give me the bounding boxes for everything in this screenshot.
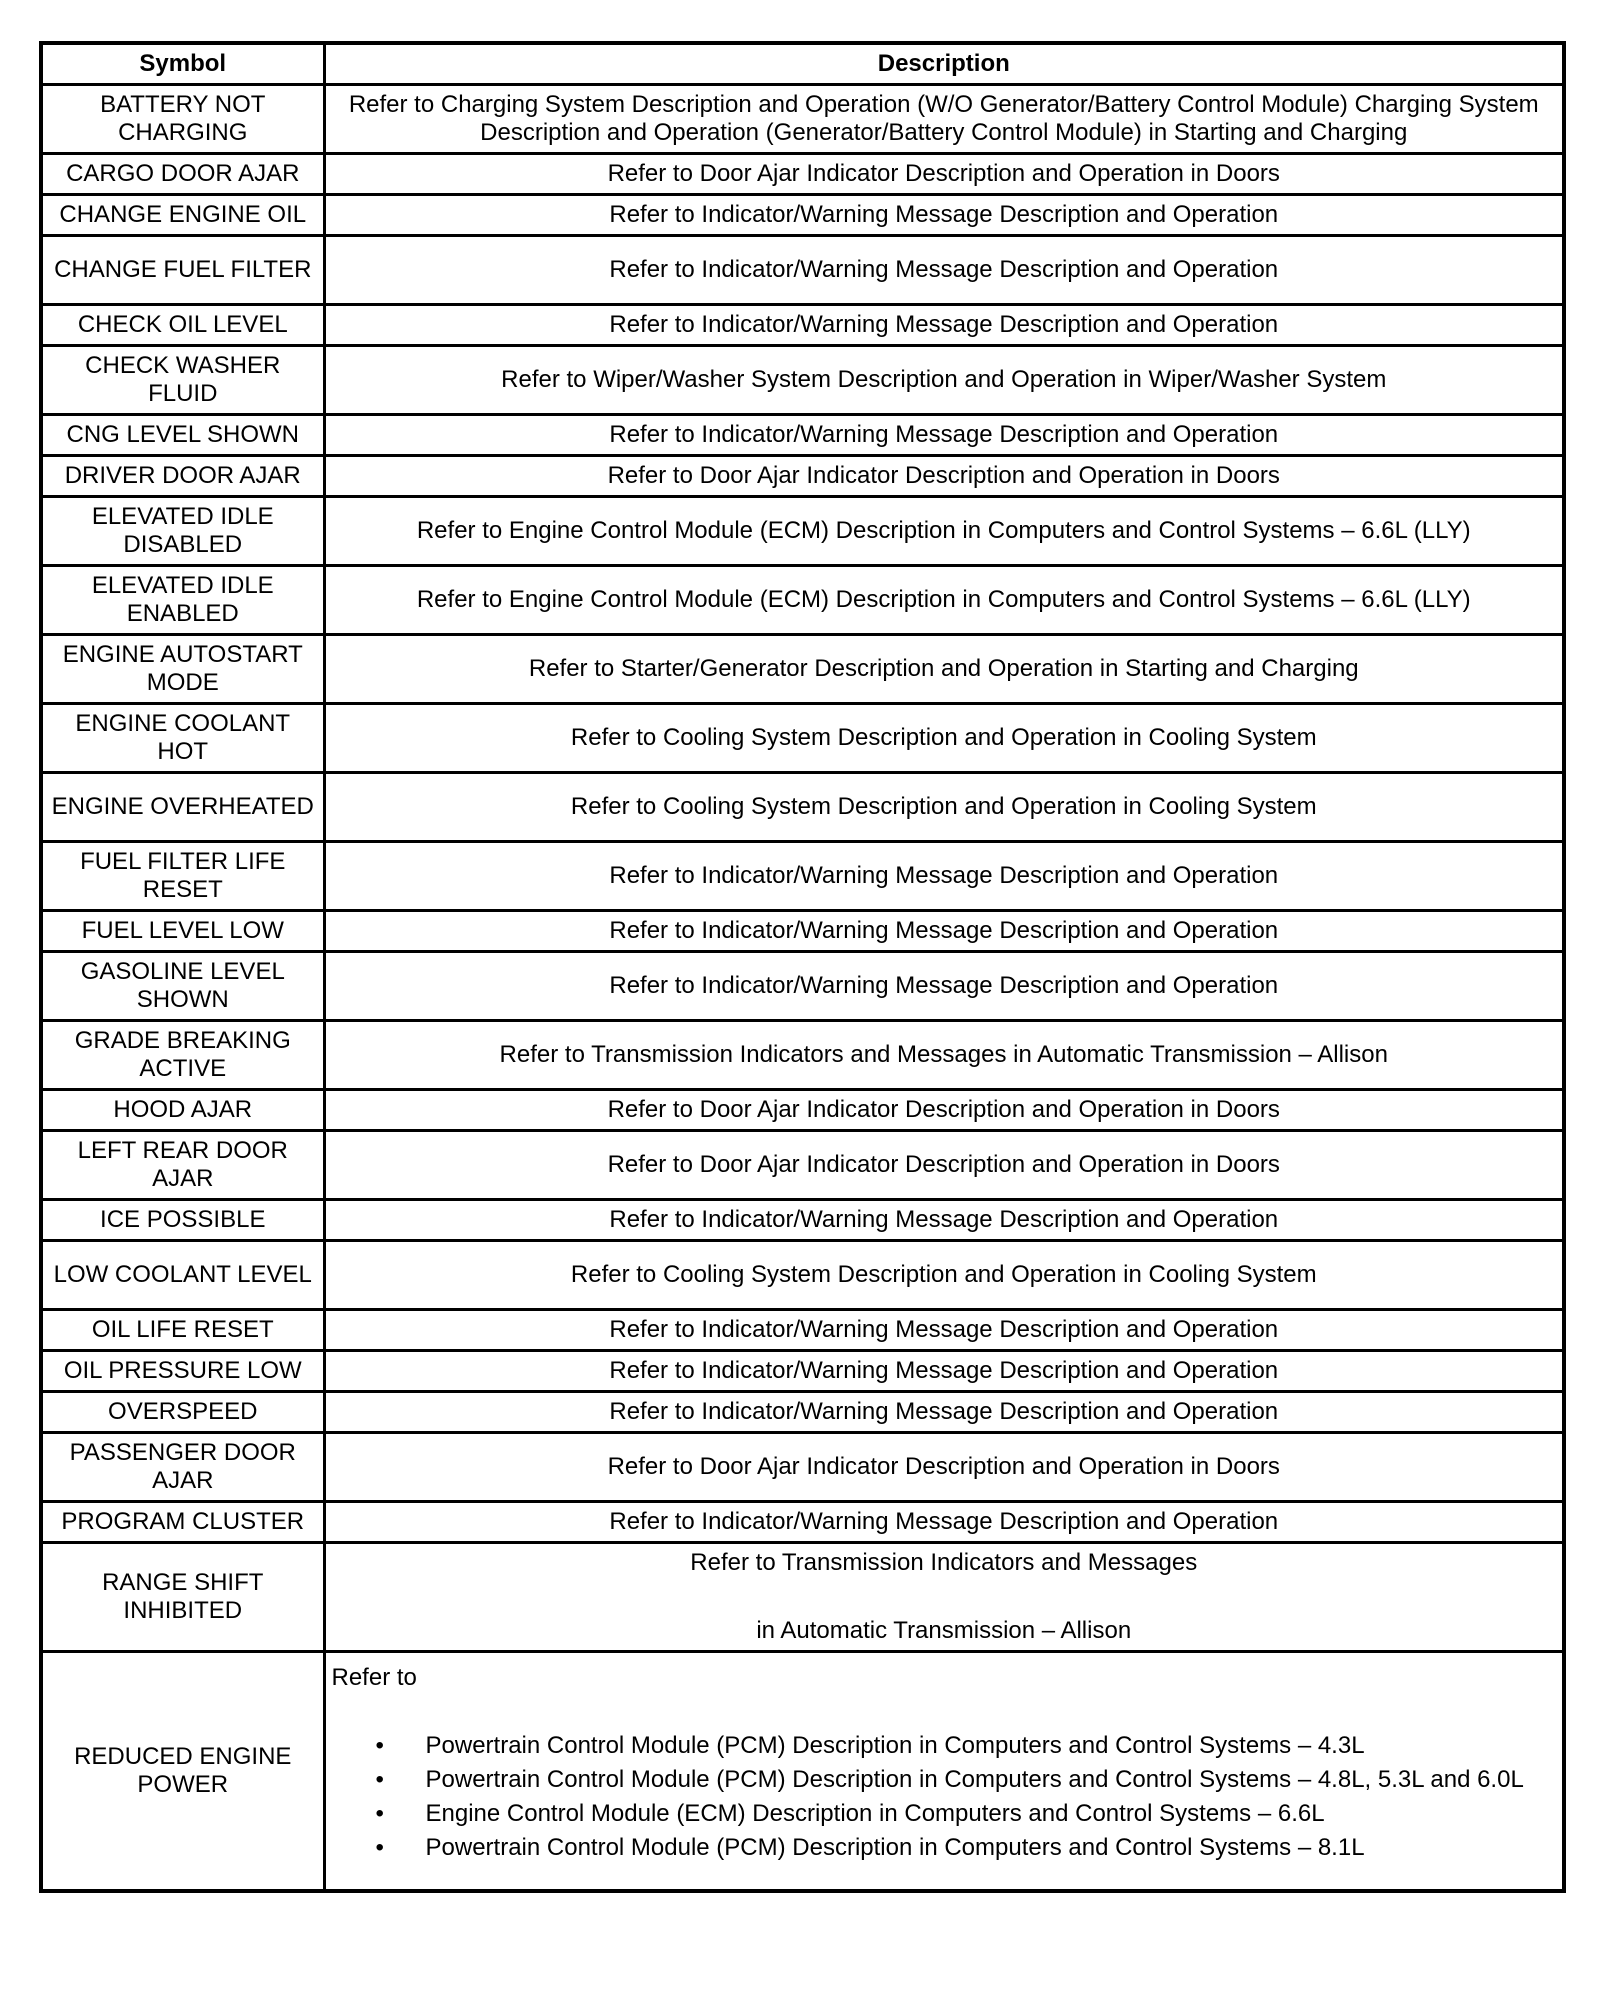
description-cell: Refer to Door Ajar Indicator Description and Operation in Doors — [324, 154, 1564, 195]
description-cell: Refer to Charging System Description and Operation (W/O Generator/Battery Control Module) Charging System Description and Operation (Generator/Battery Control Module) in Starting and Charging — [324, 85, 1564, 154]
description-cell: Refer to Indicator/Warning Message Description and Operation — [324, 1310, 1564, 1351]
description-cell: Refer to Engine Control Module (ECM) Description in Computers and Control Systems – 6.6L (LLY) — [324, 497, 1564, 566]
symbol-cell: ENGINE OVERHEATED — [41, 773, 324, 842]
symbol-cell: REDUCED ENGINE POWER — [41, 1652, 324, 1892]
description-line: Refer to Transmission Indicators and Messages — [690, 1549, 1198, 1576]
description-cell: Refer to Indicator/Warning Message Description and Operation — [324, 236, 1564, 305]
table-row — [41, 1131, 1564, 1200]
description-cell: Refer to Door Ajar Indicator Description and Operation in Doors — [324, 1090, 1564, 1131]
description-cell: Refer to Cooling System Description and Operation in Cooling System — [324, 773, 1564, 842]
table-row — [41, 1351, 1564, 1392]
symbol-cell: DRIVER DOOR AJAR — [41, 456, 324, 497]
description-cell: Refer to Door Ajar Indicator Description and Operation in Doors — [324, 456, 1564, 497]
symbol-cell: ENGINE COOLANT HOT — [41, 704, 324, 773]
reference-list — [332, 1732, 1557, 1862]
symbol-cell: PROGRAM CLUSTER — [41, 1502, 324, 1543]
table-row — [41, 1392, 1564, 1433]
symbol-cell: CHANGE FUEL FILTER — [41, 236, 324, 305]
table-row-reduced-power — [41, 1652, 1564, 1892]
table-row — [41, 1241, 1564, 1310]
symbol-reference-table — [39, 41, 1566, 1893]
table-row — [41, 952, 1564, 1021]
symbol-cell: PASSENGER DOOR AJAR — [41, 1433, 324, 1502]
symbol-cell: OVERSPEED — [41, 1392, 324, 1433]
table-row — [41, 704, 1564, 773]
symbol-cell: FUEL FILTER LIFE RESET — [41, 842, 324, 911]
table-row — [41, 1200, 1564, 1241]
description-cell: Refer to Door Ajar Indicator Description and Operation in Doors — [324, 1131, 1564, 1200]
line-gap — [332, 1577, 1557, 1617]
symbol-cell: CHANGE ENGINE OIL — [41, 195, 324, 236]
symbol-cell: CHECK WASHER FLUID — [41, 346, 324, 415]
description-cell: Refer to Indicator/Warning Message Description and Operation — [324, 842, 1564, 911]
list-item-text: Engine Control Module (ECM) Description in Computers and Control Systems – 6.6L — [425, 1800, 1325, 1827]
description-cell: Refer to Starter/Generator Description and Operation in Starting and Charging — [324, 635, 1564, 704]
symbol-cell: ICE POSSIBLE — [41, 1200, 324, 1241]
symbol-cell: BATTERY NOT CHARGING — [41, 85, 324, 154]
bullet-icon: • — [375, 1732, 384, 1759]
table-row — [41, 1090, 1564, 1131]
symbol-cell: OIL PRESSURE LOW — [41, 1351, 324, 1392]
description-cell: Refer to Transmission Indicators and Messages in Automatic Transmission – Allison — [324, 1021, 1564, 1090]
description-cell: Refer to Indicator/Warning Message Description and Operation — [324, 1502, 1564, 1543]
list-item — [375, 1732, 1557, 1760]
list-item — [375, 1800, 1557, 1828]
table-row — [41, 773, 1564, 842]
table-row — [41, 415, 1564, 456]
description-cell: Refer to Cooling System Description and Operation in Cooling System — [324, 704, 1564, 773]
table-row — [41, 456, 1564, 497]
list-item-text: Powertrain Control Module (PCM) Description in Computers and Control Systems – 8.1L — [425, 1834, 1365, 1861]
table-row — [41, 497, 1564, 566]
symbol-cell: FUEL LEVEL LOW — [41, 911, 324, 952]
description-cell: Refer to Cooling System Description and Operation in Cooling System — [324, 1241, 1564, 1310]
table-row — [41, 635, 1564, 704]
description-cell: Refer to Indicator/Warning Message Description and Operation — [324, 1392, 1564, 1433]
header-symbol: Symbol — [41, 43, 324, 85]
table-row — [41, 85, 1564, 154]
symbol-cell: ELEVATED IDLE ENABLED — [41, 566, 324, 635]
symbol-cell: OIL LIFE RESET — [41, 1310, 324, 1351]
symbol-cell: CARGO DOOR AJAR — [41, 154, 324, 195]
table-row — [41, 305, 1564, 346]
table-row — [41, 842, 1564, 911]
description-line: in Automatic Transmission – Allison — [756, 1617, 1132, 1644]
bullet-icon: • — [375, 1834, 384, 1861]
table-row — [41, 911, 1564, 952]
table-row — [41, 154, 1564, 195]
description-cell: Refer to Indicator/Warning Message Description and Operation — [324, 195, 1564, 236]
bullet-icon: • — [375, 1766, 384, 1793]
symbol-cell: CNG LEVEL SHOWN — [41, 415, 324, 456]
table-row — [41, 195, 1564, 236]
table-row — [41, 1310, 1564, 1351]
symbol-cell: LOW COOLANT LEVEL — [41, 1241, 324, 1310]
table-row — [41, 346, 1564, 415]
symbol-cell: ENGINE AUTOSTART MODE — [41, 635, 324, 704]
description-cell: Refer to Indicator/Warning Message Description and Operation — [324, 911, 1564, 952]
symbol-cell: RANGE SHIFT INHIBITED — [41, 1543, 324, 1652]
bullet-icon: • — [375, 1800, 384, 1827]
symbol-cell: LEFT REAR DOOR AJAR — [41, 1131, 324, 1200]
description-cell: Refer to Indicator/Warning Message Description and Operation — [324, 1200, 1564, 1241]
symbol-cell: GRADE BREAKING ACTIVE — [41, 1021, 324, 1090]
list-item-text: Powertrain Control Module (PCM) Description in Computers and Control Systems – 4.3L — [425, 1732, 1365, 1759]
description-cell: Refer to Indicator/Warning Message Description and Operation — [324, 1351, 1564, 1392]
table-row — [41, 236, 1564, 305]
header-description: Description — [324, 43, 1564, 85]
table-header-row — [41, 43, 1564, 85]
description-cell: Refer to Indicator/Warning Message Description and Operation — [324, 415, 1564, 456]
description-lead: Refer to — [331, 1664, 417, 1691]
description-cell: Refer to Indicator/Warning Message Description and Operation — [324, 952, 1564, 1021]
list-item-text: Powertrain Control Module (PCM) Description in Computers and Control Systems – 4.8L, 5.3L and 6.0L — [425, 1766, 1524, 1793]
description-cell: Refer to Door Ajar Indicator Description and Operation in Doors — [324, 1433, 1564, 1502]
list-item — [375, 1766, 1557, 1794]
description-cell — [324, 1543, 1564, 1652]
table-row — [41, 566, 1564, 635]
description-cell: Refer to Engine Control Module (ECM) Description in Computers and Control Systems – 6.6L (LLY) — [324, 566, 1564, 635]
symbol-cell: HOOD AJAR — [41, 1090, 324, 1131]
symbol-cell: ELEVATED IDLE DISABLED — [41, 497, 324, 566]
table-row-range-shift — [41, 1543, 1564, 1652]
list-item — [375, 1834, 1557, 1862]
symbol-cell: CHECK OIL LEVEL — [41, 305, 324, 346]
symbol-cell: GASOLINE LEVEL SHOWN — [41, 952, 324, 1021]
description-cell — [324, 1652, 1564, 1892]
description-cell: Refer to Wiper/Washer System Description and Operation in Wiper/Washer System — [324, 346, 1564, 415]
table-row — [41, 1502, 1564, 1543]
table-row — [41, 1021, 1564, 1090]
table-body — [41, 85, 1564, 1892]
description-cell: Refer to Indicator/Warning Message Description and Operation — [324, 305, 1564, 346]
table-row — [41, 1433, 1564, 1502]
